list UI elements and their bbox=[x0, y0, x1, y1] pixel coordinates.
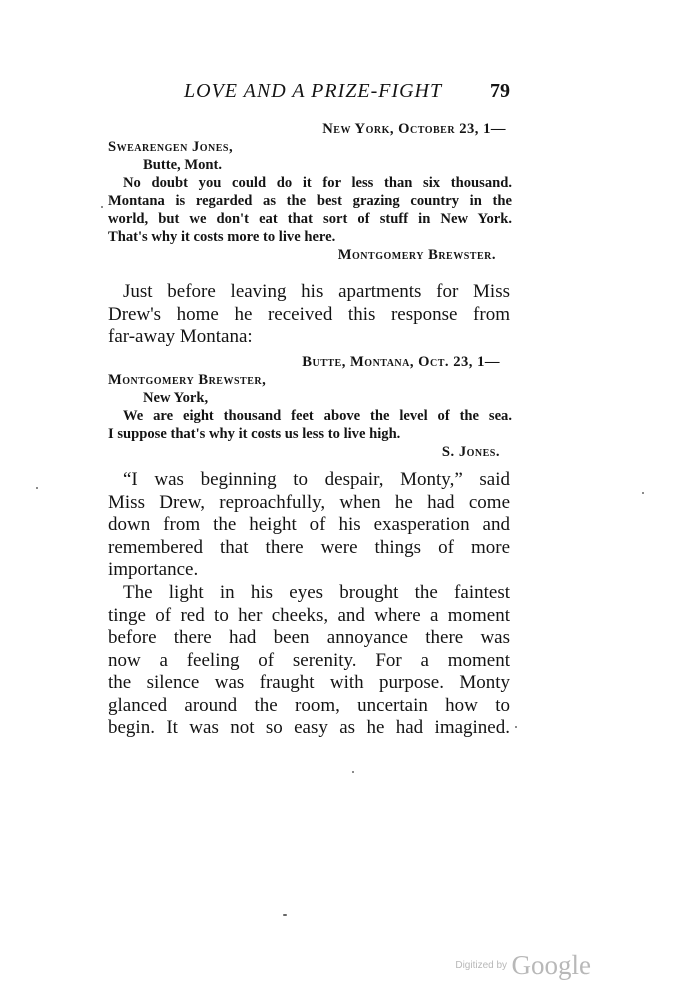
telegram-new-york bbox=[108, 120, 512, 264]
paragraph-despair bbox=[108, 469, 510, 582]
text-line: before there had been annoyance there was bbox=[108, 627, 510, 648]
telegram-dateline: Butte, Montana, Oct. 23, 1— bbox=[302, 354, 500, 370]
text-line: importance. bbox=[108, 559, 199, 580]
telegram-body-line: No doubt you could do it for less than six thousand. bbox=[123, 175, 512, 191]
telegram-body-line: We are eight thousand feet above the level of the sea. bbox=[123, 408, 512, 424]
scan-speck bbox=[101, 206, 103, 208]
telegram-body-line: That's why it costs more to live here. bbox=[108, 229, 336, 245]
text-line: remembered that there were things of more bbox=[108, 536, 510, 558]
telegram-signature: S. Jones. bbox=[441, 444, 500, 460]
text-line: begin. It was not so easy as he had imagined. bbox=[108, 717, 510, 738]
text-line: glanced around the room, uncertain how to bbox=[108, 694, 510, 716]
telegram-dateline: New York, October 23, 1— bbox=[322, 121, 506, 137]
text-line: Miss Drew, reproachfully, when he had come bbox=[108, 491, 510, 513]
page-number: 79 bbox=[490, 80, 510, 102]
text-line: The light in his eyes brought the faintest bbox=[123, 582, 510, 603]
running-title: LOVE AND A PRIZE-FIGHT bbox=[184, 80, 443, 102]
scan-speck bbox=[352, 771, 354, 773]
google-logo: Google bbox=[511, 950, 591, 980]
paragraph-response bbox=[108, 281, 510, 349]
text-line: now a feeling of serenity. For a moment bbox=[108, 649, 510, 671]
telegram-body-line: I suppose that's why it costs us less to live high. bbox=[108, 426, 401, 442]
telegram-address: New York, bbox=[143, 390, 209, 406]
telegram-body-line: Montana is regarded as the best grazing country in the bbox=[108, 193, 512, 209]
telegram-butte bbox=[108, 353, 512, 461]
scan-speck bbox=[36, 487, 38, 489]
telegram-body-line: world, but we don't eat that sort of stuff in New York. bbox=[108, 211, 512, 227]
text-line: the silence was fraught with purpose. Monty bbox=[108, 672, 510, 693]
telegram-addressee: Montgomery Brewster, bbox=[108, 372, 267, 388]
scan-speck bbox=[283, 914, 287, 916]
scan-speck bbox=[515, 726, 517, 728]
text-line: far-away Montana: bbox=[108, 326, 253, 347]
page-header bbox=[108, 80, 510, 106]
digitized-watermark bbox=[455, 950, 591, 981]
watermark-prefix: Digitized by bbox=[455, 960, 508, 971]
telegram-address: Butte, Mont. bbox=[143, 157, 223, 173]
text-line: “I was beginning to despair, Monty,” said bbox=[123, 469, 510, 490]
paragraph-light bbox=[108, 582, 510, 740]
telegram-signature: Montgomery Brewster. bbox=[337, 247, 496, 263]
text-line: Just before leaving his apartments for Miss bbox=[123, 281, 510, 302]
text-line: Drew's home he received this response from bbox=[108, 303, 510, 325]
telegram-addressee: Swearengen Jones, bbox=[108, 139, 234, 155]
scan-speck bbox=[642, 492, 644, 494]
text-line: down from the height of his exasperation and bbox=[108, 514, 510, 535]
text-line: tinge of red to her cheeks, and where a moment bbox=[108, 604, 510, 626]
